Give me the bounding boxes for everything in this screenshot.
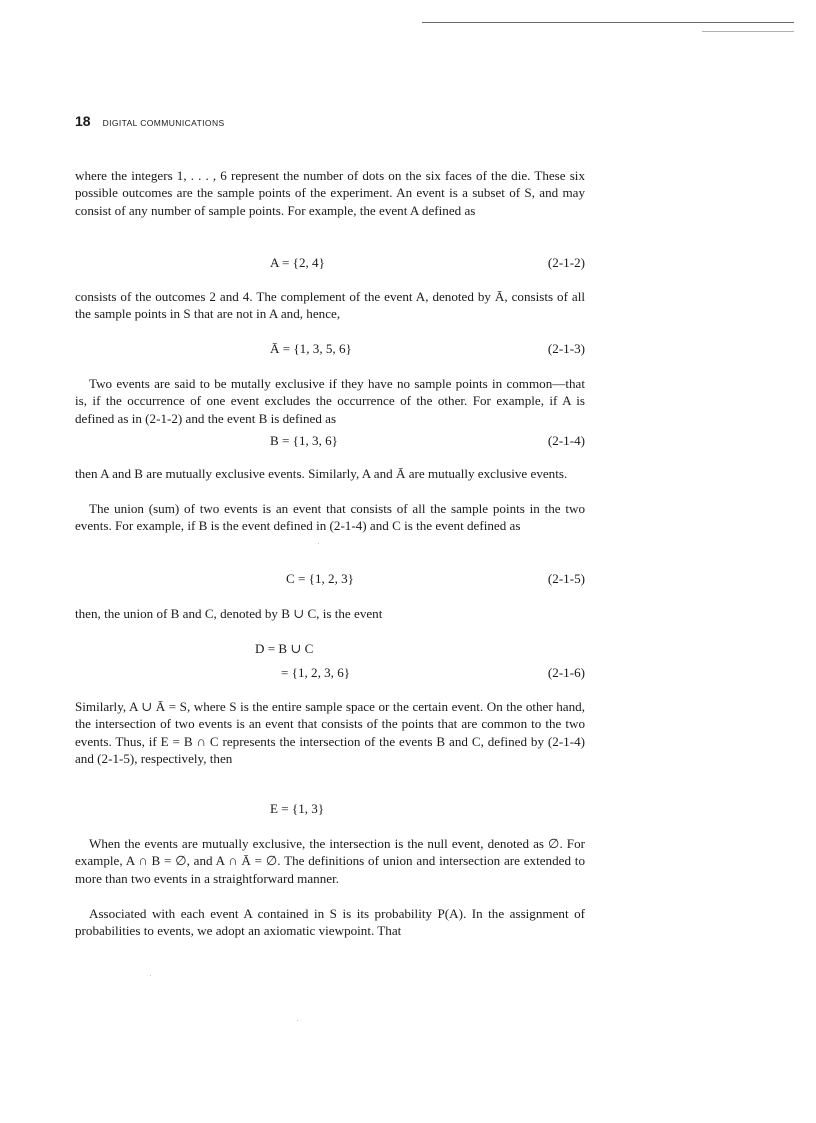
equation-intersection [75, 800, 585, 818]
paragraph-text: When the events are mutually exclusive, the intersection is the null event, denoted as ∅. For example, A ∩ B = ∅, and A ∩ Ā = ∅. The definitions of union and intersection are extended to more than two events in a straightforward manner. [75, 836, 585, 886]
print-speck [297, 1020, 298, 1021]
paragraph-intersection [75, 698, 585, 768]
paragraph-exclusive-events [75, 465, 585, 482]
equation-number: (2-1-5) [547, 571, 585, 586]
running-head: DIGITAL COMMUNICATIONS [102, 118, 225, 128]
paragraph-text: Similarly, A ∪ Ā = S, where S is the entire sample space or the certain event. On the other hand, the intersection of two events is an event that consists of the points that are common to the two events. Thus, if E = B ∩ C represents the intersection of the events B and C, defined by (2-1-4) and (2-1-5), respectively, then [75, 699, 585, 767]
paragraph-text: where the integers 1, . . . , 6 represent the number of dots on the six faces of the die. These six possible outcomes are the sample points of the experiment. An event is a subset of S, and may consist of any number of sample points. For example, the event A defined as [75, 168, 585, 218]
paragraph-text: consists of the outcomes 2 and 4. The complement of the event A, denoted by Ā, consists of all the sample points in S that are not in A and, hence, [75, 289, 585, 322]
print-speck [150, 975, 151, 976]
top-edge-rule-secondary [702, 31, 794, 32]
print-speck [318, 543, 319, 544]
equation-number: (2-1-2) [547, 255, 585, 270]
equation-expression: Ā = {1, 3, 5, 6} [270, 341, 352, 356]
equation-2-1-5 [75, 570, 585, 588]
paragraph-text: Associated with each event A contained in S is its probability P(A). In the assignment of probabilities to events, we adopt an axiomatic viewpoint. That [75, 906, 585, 939]
equation-expression: = {1, 2, 3, 6} [281, 665, 351, 680]
paragraph-text: then, the union of B and C, denoted by B ∪ C, is the event [75, 606, 383, 621]
paragraph-text: then A and B are mutually exclusive events. Similarly, A and Ā are mutually exclusive events. [75, 466, 568, 481]
equation-expression: C = {1, 2, 3} [286, 571, 354, 586]
paragraph-complement [75, 288, 585, 323]
paragraph-probability [75, 905, 585, 940]
paragraph-union-denoted [75, 605, 585, 622]
equation-expression: B = {1, 3, 6} [270, 433, 338, 448]
paragraph-sample-points [75, 167, 585, 219]
paragraph-union [75, 500, 585, 535]
top-edge-rule [422, 22, 794, 23]
equation-2-1-4 [75, 432, 585, 450]
paragraph-text: Two events are said to be mutally exclusive if they have no sample points in common—that is, if the occurrence of one event excludes the occurrence of the other. For example, if A is defined as in (2-1-2) and the event B is defined as [75, 376, 585, 426]
equation-number: (2-1-6) [547, 665, 585, 680]
equation-expression: A = {2, 4} [270, 255, 325, 270]
page-header [75, 113, 225, 131]
equation-2-1-2 [75, 254, 585, 272]
equation-2-1-3 [75, 340, 585, 358]
equation-number: (2-1-4) [547, 433, 585, 448]
equation-expression: D = B ∪ C [255, 641, 314, 656]
equation-expression: E = {1, 3} [270, 801, 325, 816]
equation-2-1-6-line-2 [75, 664, 585, 682]
equation-number: (2-1-3) [547, 341, 585, 356]
paragraph-text: The union (sum) of two events is an event that consists of all the sample points in the two events. For example, if B is the event defined in (2-1-4) and C is the event defined as [75, 501, 585, 534]
equation-2-1-6-line-1 [75, 640, 585, 658]
paragraph-null-event [75, 835, 585, 887]
paragraph-mutually-exclusive [75, 375, 585, 427]
page-number: 18 [75, 113, 91, 129]
